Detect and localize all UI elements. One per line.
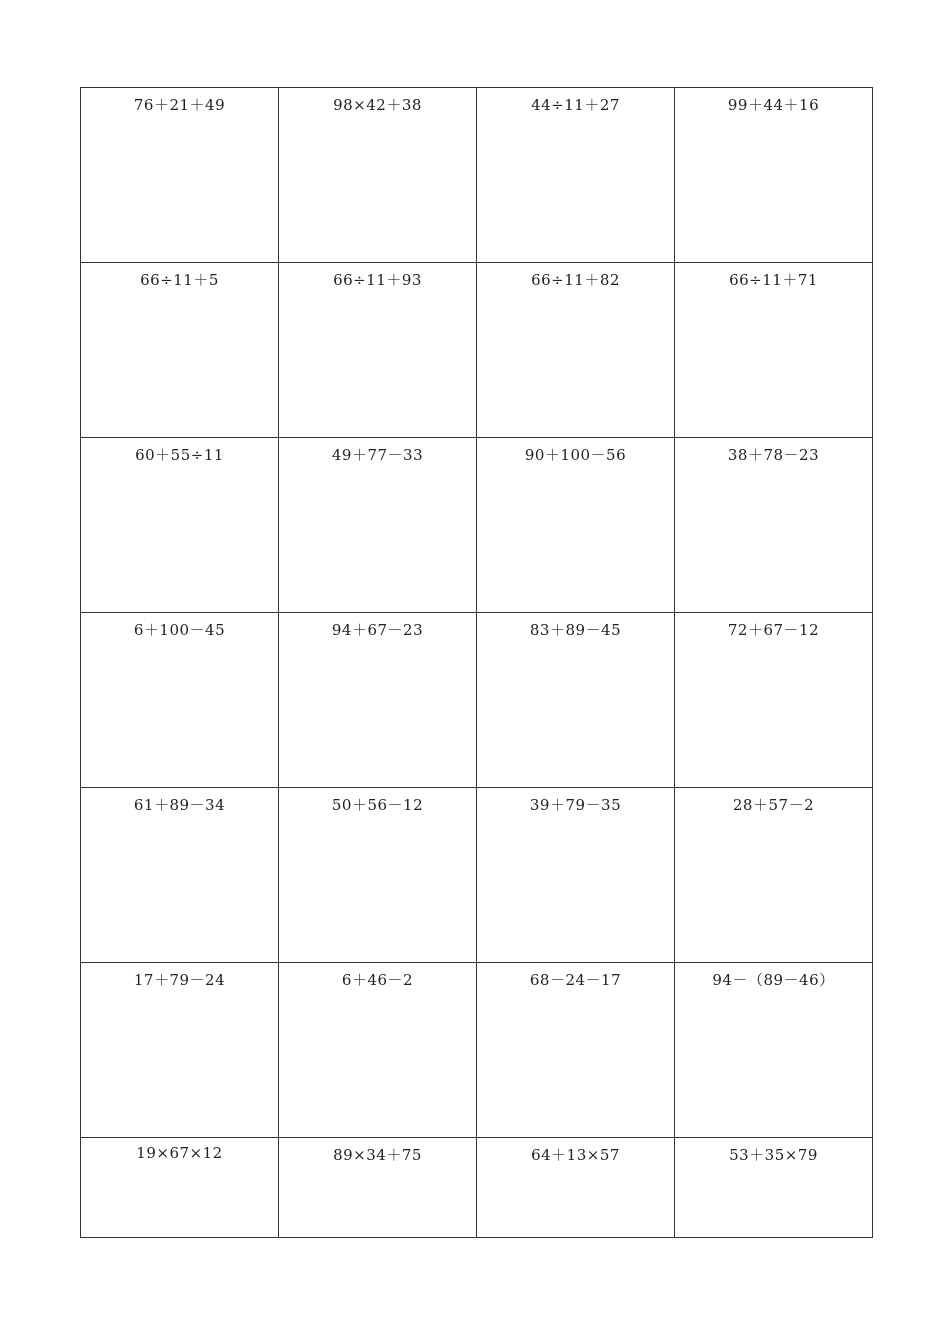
problem-expression: 64＋13×57 [531,1146,620,1164]
problem-cell [81,263,279,438]
problem-expression: 38＋78－23 [727,446,820,464]
problem-expression: 83＋89－45 [529,621,622,639]
worksheet-row-4 [81,613,873,788]
problem-cell [279,263,477,438]
problem-expression: 60＋55÷11 [135,446,224,464]
problem-cell [477,263,675,438]
problem-expression: 44÷11＋27 [531,96,620,114]
problem-expression: 6＋100－45 [133,621,226,639]
problem-cell [477,963,675,1138]
problem-cell [279,963,477,1138]
problem-expression: 53＋35×79 [729,1146,818,1164]
problem-cell [477,438,675,613]
problem-cell [81,88,279,263]
problem-cell [279,438,477,613]
problem-cell [675,263,873,438]
problem-cell [675,613,873,788]
problem-cell [81,963,279,1138]
problem-expression: 90＋100－56 [524,446,627,464]
problem-expression: 72＋67－12 [727,621,820,639]
problem-expression: 50＋56－12 [331,796,424,814]
problem-expression: 66÷11＋71 [729,271,818,289]
problem-expression: 99＋44＋16 [727,96,820,114]
worksheet-row-6 [81,963,873,1138]
problem-expression: 76＋21＋49 [133,96,226,114]
problem-expression: 49＋77－33 [331,446,424,464]
problem-cell [477,88,675,263]
worksheet-row-3 [81,438,873,613]
worksheet-row-7 [81,1138,873,1238]
worksheet-row-1 [81,88,873,263]
problem-cell [279,88,477,263]
problem-cell [279,1138,477,1238]
problem-cell [477,1138,675,1238]
worksheet-row-5 [81,788,873,963]
problem-cell [675,1138,873,1238]
problem-expression: 98×42＋38 [333,96,422,114]
problem-expression: 94＋67－23 [331,621,424,639]
arithmetic-worksheet-table [80,87,873,1238]
problem-expression: 89×34＋75 [333,1146,422,1164]
problem-expression: 94－（89－46） [712,971,835,989]
problem-cell [675,88,873,263]
problem-expression: 61＋89－34 [133,796,226,814]
problem-expression: 68－24－17 [529,971,622,989]
problem-expression: 17＋79－24 [133,971,226,989]
problem-expression: 66÷11＋93 [333,271,422,289]
problem-expression: 66÷11＋82 [531,271,620,289]
problem-cell [477,788,675,963]
problem-cell [81,788,279,963]
problem-expression: 39＋79－35 [529,796,622,814]
problem-expression: 19×67×12 [136,1144,223,1162]
problem-expression: 66÷11＋5 [140,271,219,289]
problem-cell [279,613,477,788]
problem-expression: 6＋46－2 [341,971,414,989]
problem-cell [675,438,873,613]
worksheet-row-2 [81,263,873,438]
problem-cell [81,1138,279,1238]
problem-cell [279,788,477,963]
problem-expression: 28＋57－2 [732,796,815,814]
problem-cell [675,788,873,963]
problem-cell [675,963,873,1138]
problem-cell [81,438,279,613]
problem-cell [477,613,675,788]
problem-cell [81,613,279,788]
